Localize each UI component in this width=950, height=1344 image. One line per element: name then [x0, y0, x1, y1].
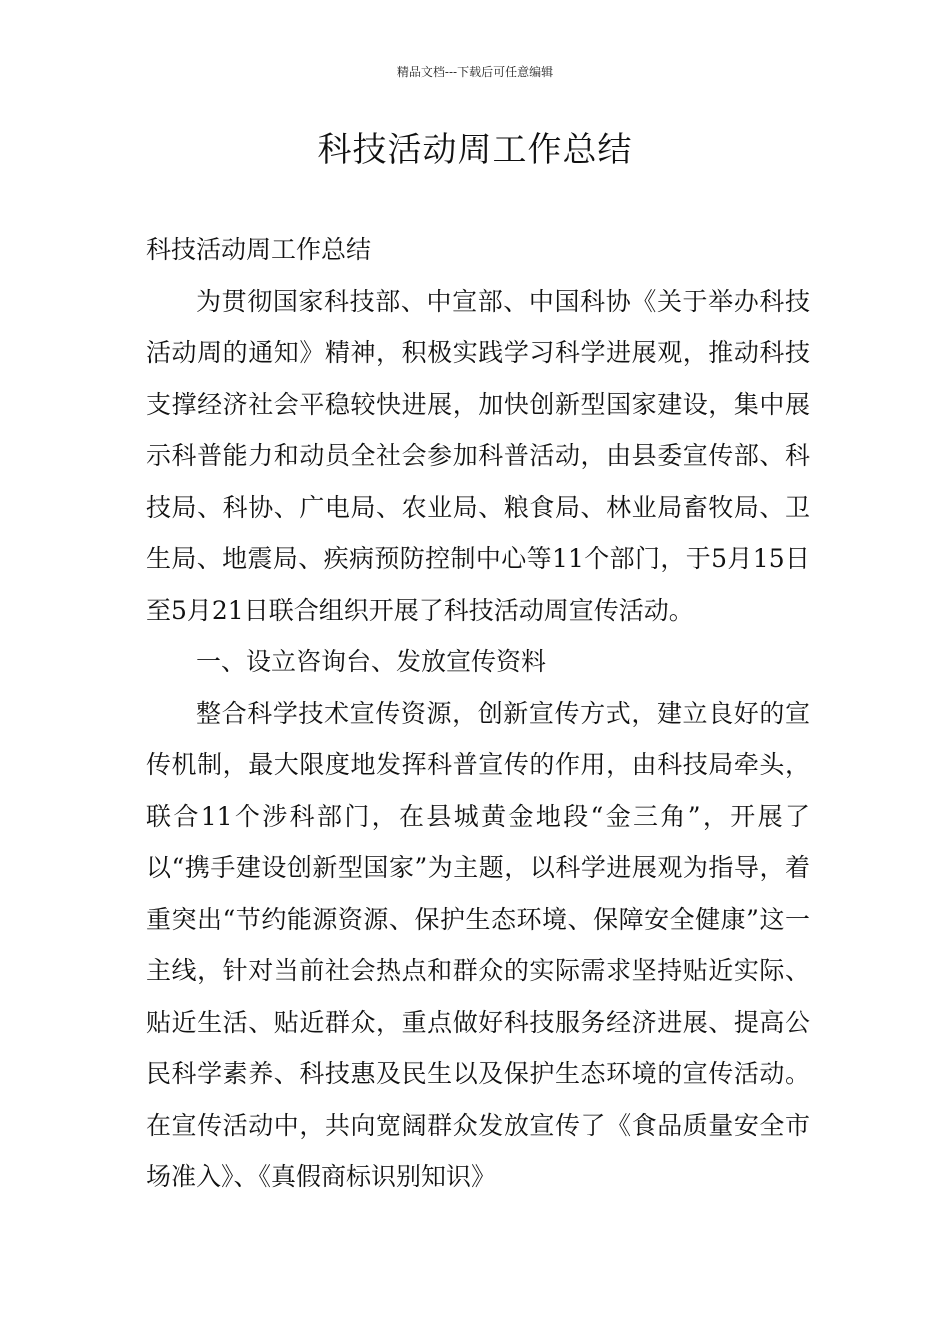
document-title: 科技活动周工作总结: [317, 130, 633, 170]
paragraph-intro: 为贯彻国家科技部、中宣部、中国科协《关于举办科技活动周的通知》精神，积极实践学习科学进展观，推动科技支撑经济社会平稳较快进展，加快创新型国家建设，集中展示科普能力和动员全社会参加科普活动，由县委宣传部、科技局、科协、广电局、农业局、粮食局、林业局畜牧局、卫生局、地震局、疾病预防控制中心等11个部门，于5月15日至5月21日联合组织开展了科技活动周宣传活动。: [146, 286, 810, 625]
body-heading: 科技活动周工作总结: [146, 235, 372, 264]
header-note: 精品文档---下载后可任意编辑: [396, 65, 554, 79]
document-body: [146, 224, 810, 1203]
section-heading-1: 一、设立咨询台、发放宣传资料: [196, 647, 547, 676]
paragraph-section-1: 整合科学技术宣传资源，创新宣传方式，建立良好的宣传机制，最大限度地发挥科普宣传的作用，由科技局牵头，联合11个涉科部门，在县城黄金地段“金三角”，开展了以“携手建设创新型国家”为主题，以科学进展观为指导，着重突出“节约能源资源、保护生态环境、保障安全健康”这一主线，针对当前社会热点和群众的实际需求坚持贴近实际、贴近生活、贴近群众，重点做好科技服务经济进展、提高公民科学素养、科技惠及民生以及保护生态环境的宣传活动。在宣传活动中，共向宽阔群众发放宣传了《食品质量安全市场准入》、《真假商标识别知识》: [146, 698, 810, 1191]
